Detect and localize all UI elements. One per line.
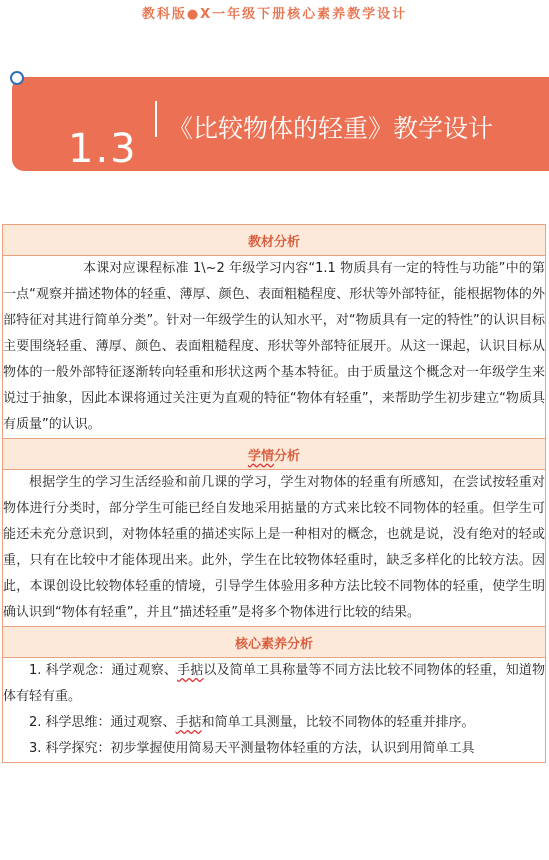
core-item-1-underlined: 手掂 <box>177 663 204 678</box>
banner-divider <box>155 101 157 137</box>
core-item-1-prefix: 1. 科学观念：通过观察、 <box>29 663 178 678</box>
students-paragraph: 根据学生的学习生活经验和前几课的学习，学生对物体的轻重有所感知，在尝试按轻重对物体进行分类时，部分学生可能已经自发地采用掂量的方式来比较不同物体的轻重。但学生可能还未充分意识到，对物体轻重的描述实际上是一种相对的概念，也就是说，没有绝对的轻或重，只有在比较中才能体现出来。此外，学生在比较物体轻重时，缺乏多样化的比较方法。因此，本课创设比较物体轻重的情境，引导学生体验用多种方法比较不同物体的轻重，使学生明确认识到“物体有轻重”，并且“描述轻重”是将多个物体进行比较的结果。 <box>3 475 545 620</box>
analysis-table <box>2 224 546 763</box>
lesson-number: 1.3 <box>68 126 138 171</box>
section-body-core <box>3 658 546 763</box>
students-title-underlined: 学情 <box>247 448 274 464</box>
core-item-3 <box>3 736 545 762</box>
core-item-1-rest: 以及简单工具称量等不同方法比较不同物体的轻重，知道物体有轻有重。 <box>3 663 545 704</box>
core-item-1 <box>3 658 545 710</box>
lesson-title: 《比较物体的轻重》教学设计 <box>168 114 494 143</box>
textbook-paragraph: 本课对应课程标准 1\~2 年级学习内容“1.1 物质具有一定的特性与功能”中的第一点“观察并描述物体的轻重、薄厚、颜色、表面粗糙程度、形状等外部特征，能根据物体的外部特征对其进行简单分类”。针对一年级学生的认知水平，对“物质具有一定的特性”的认识目标主要围绕轻重、薄厚、颜色、表面粗糙程度、形状等外部特征展开。从这一课起，认识目标从物体的一般外部特征逐渐转向轻重和形状这两个基本特征。由于质量这个概念对一年级学生来说过于抽象，因此本课将通过关注更为直观的特征“物体有轻重”，来帮助学生初步建立“物质具有质量”的认识。 <box>3 261 545 432</box>
students-title-rest: 分析 <box>274 448 301 464</box>
section-title-core: 核心素养分析 <box>3 627 546 658</box>
section-body-textbook <box>3 256 546 439</box>
section-body-students <box>3 470 546 627</box>
core-item-2-underlined: 手掂 <box>175 715 202 730</box>
section-title-students <box>3 439 546 470</box>
core-item-2-rest: 和简单工具测量，比较不同物体的轻重并排序。 <box>201 715 475 730</box>
core-item-2 <box>3 710 545 736</box>
core-item-2-prefix: 2. 科学思维：通过观察、 <box>29 715 176 730</box>
running-header: 教科版●X一年级下册核心素养教学设计 <box>141 7 408 22</box>
core-item-3-prefix: 3. 科学探究：初步掌握使用简易天平测量物体轻重的方法，认识到用简单工具 <box>29 741 475 756</box>
lesson-banner <box>12 77 549 171</box>
banner-dot-icon <box>10 71 24 85</box>
section-title-textbook: 教材分析 <box>3 225 546 256</box>
